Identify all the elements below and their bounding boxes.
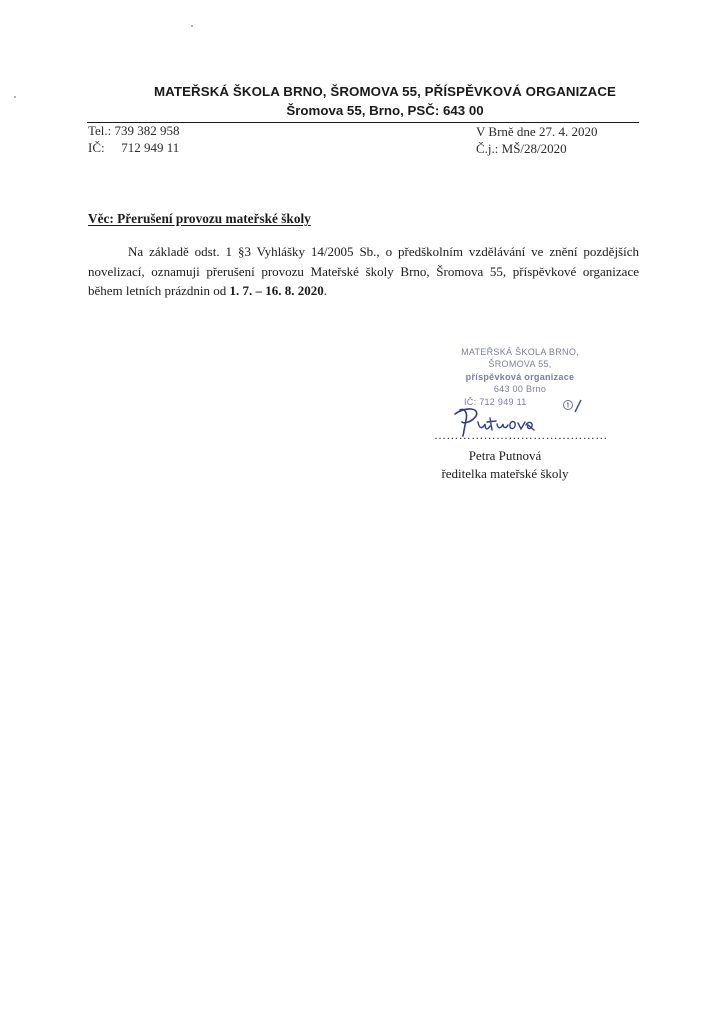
company-id-row: [88, 140, 180, 157]
stamp-line: 643 00 Brno: [493, 384, 547, 395]
signature-line: ……………………………………: [434, 428, 608, 442]
company-id-value: 712 949 11: [121, 139, 180, 155]
signer-name: Petra Putnová: [468, 448, 542, 463]
phone-label: Tel.:: [88, 123, 112, 138]
stamp-line: IČ: 712 949 11: [464, 396, 527, 407]
body-end: .: [323, 283, 328, 298]
company-id-label: IČ:: [88, 139, 105, 155]
letter-body: [88, 242, 639, 301]
school-name-heading: MATEŘSKÁ ŠKOLA BRNO, ŠROMOVA 55, PŘÍSPĚVKOVÁ ORGANIZACE: [153, 84, 617, 99]
stamp-line: MATEŘSKÁ ŠKOLA BRNO,: [461, 347, 579, 357]
signer-role: ředitelka mateřské školy: [441, 466, 569, 481]
closure-date-range: 1. 7. – 16. 8. 2020: [229, 283, 324, 298]
school-address: Šromova 55, Brno, PSČ: 643 00: [286, 103, 484, 118]
contact-block: [88, 123, 180, 156]
stamp-line: příspěvková organizace: [465, 371, 575, 382]
place-date: V Brně dne 27. 4. 2020: [476, 124, 598, 139]
reference-number: Č.j.: MŠ/28/2020: [476, 140, 567, 156]
stamp-line: ŠROMOVA 55,: [488, 359, 552, 370]
phone-value: 739 382 958: [114, 123, 180, 138]
letter-subject: Věc: Přerušení provozu mateřské školy: [88, 211, 311, 226]
signer-block: [420, 447, 590, 483]
scan-speck: [191, 25, 193, 27]
phone-row: [88, 123, 180, 140]
reference-block: [476, 124, 597, 157]
body-text: Na základě odst. 1 §3 Vyhlášky 14/2005 Sb., o předškolním vzdělávání ve znění pozdějších novelizací, oznamuji přerušení provozu Mateřské školy Brno, Šromova 55, příspěvkové organizace během letních prázdnin od: [88, 244, 639, 298]
